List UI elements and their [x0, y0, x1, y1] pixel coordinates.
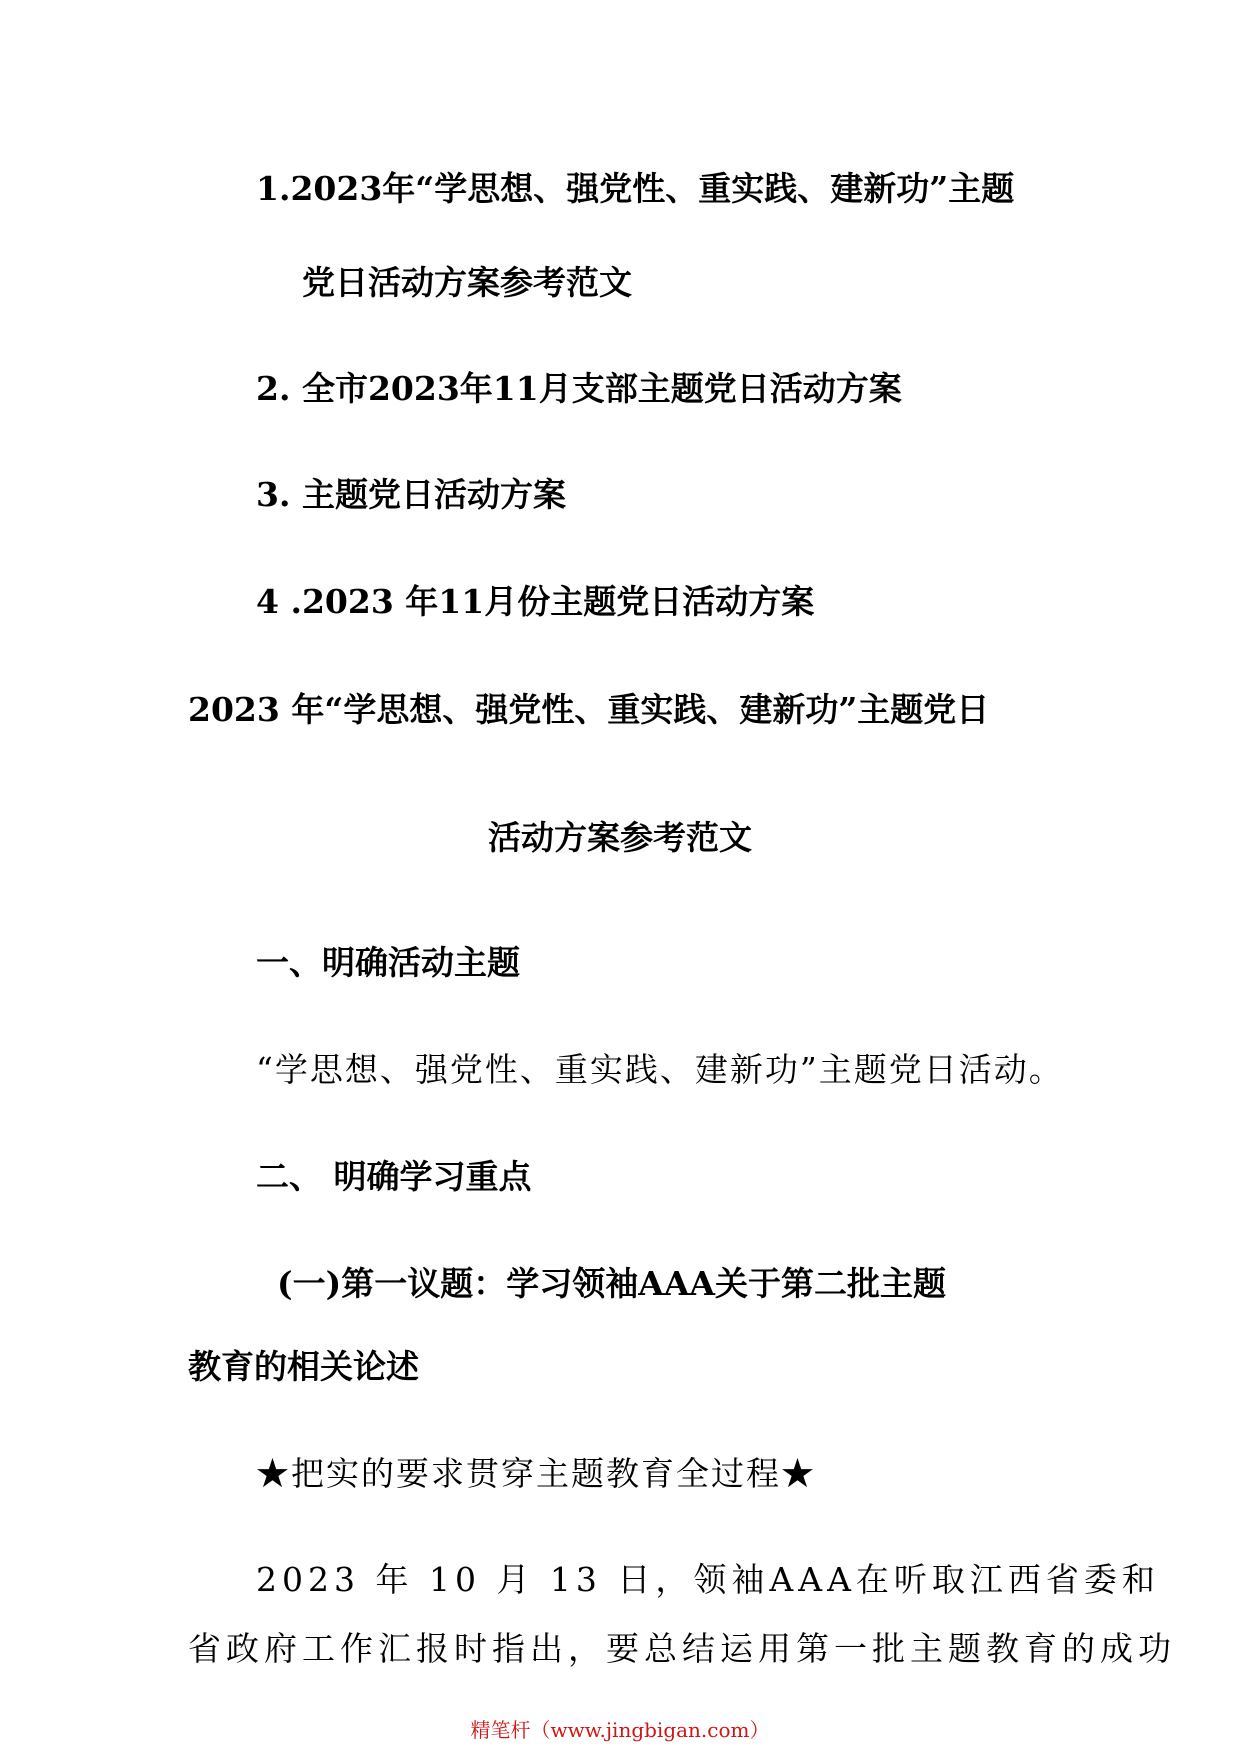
- section-2-heading: 二、 明确学习重点: [256, 1157, 532, 1196]
- toc-item-3: 3. 主题党日活动方案: [256, 475, 566, 514]
- star-heading: ★把实的要求贯穿主题教育全过程★: [256, 1454, 816, 1493]
- section-1-heading: 一、明确活动主题: [256, 943, 520, 982]
- toc-item-1-line-1: 1.2023年“学思想、强党性、重实践、建新功”主题: [256, 169, 1015, 208]
- toc-item-2: 2. 全市2023年11月支部主题党日活动方案: [256, 369, 902, 408]
- subsection-1-heading-line-1: (一)第一议题：学习领袖AAA关于第二批主题: [277, 1264, 947, 1303]
- paragraph-line-1: 2023 年 10 月 13 日，领袖AAA在听取江西省委和: [256, 1560, 1160, 1599]
- toc-item-4: 4 .2023 年11月份主题党日活动方案: [256, 582, 815, 621]
- section-1-text: “学思想、强党性、重实践、建新功”主题党日活动。: [256, 1050, 1064, 1089]
- toc-item-1-line-2: 党日活动方案参考范文: [302, 263, 632, 302]
- document-title-line-2: 活动方案参考范文: [488, 818, 752, 857]
- paragraph-line-2: 省政府工作汇报时指出，要总结运用第一批主题教育的成功: [188, 1629, 1176, 1668]
- subsection-1-heading-line-2: 教育的相关论述: [188, 1347, 419, 1386]
- footer-watermark: 精笔杆（www.jingbigan.com）: [470, 1718, 770, 1742]
- document-title-line-1: 2023 年“学思想、强党性、重实践、建新功”主题党日: [188, 690, 990, 729]
